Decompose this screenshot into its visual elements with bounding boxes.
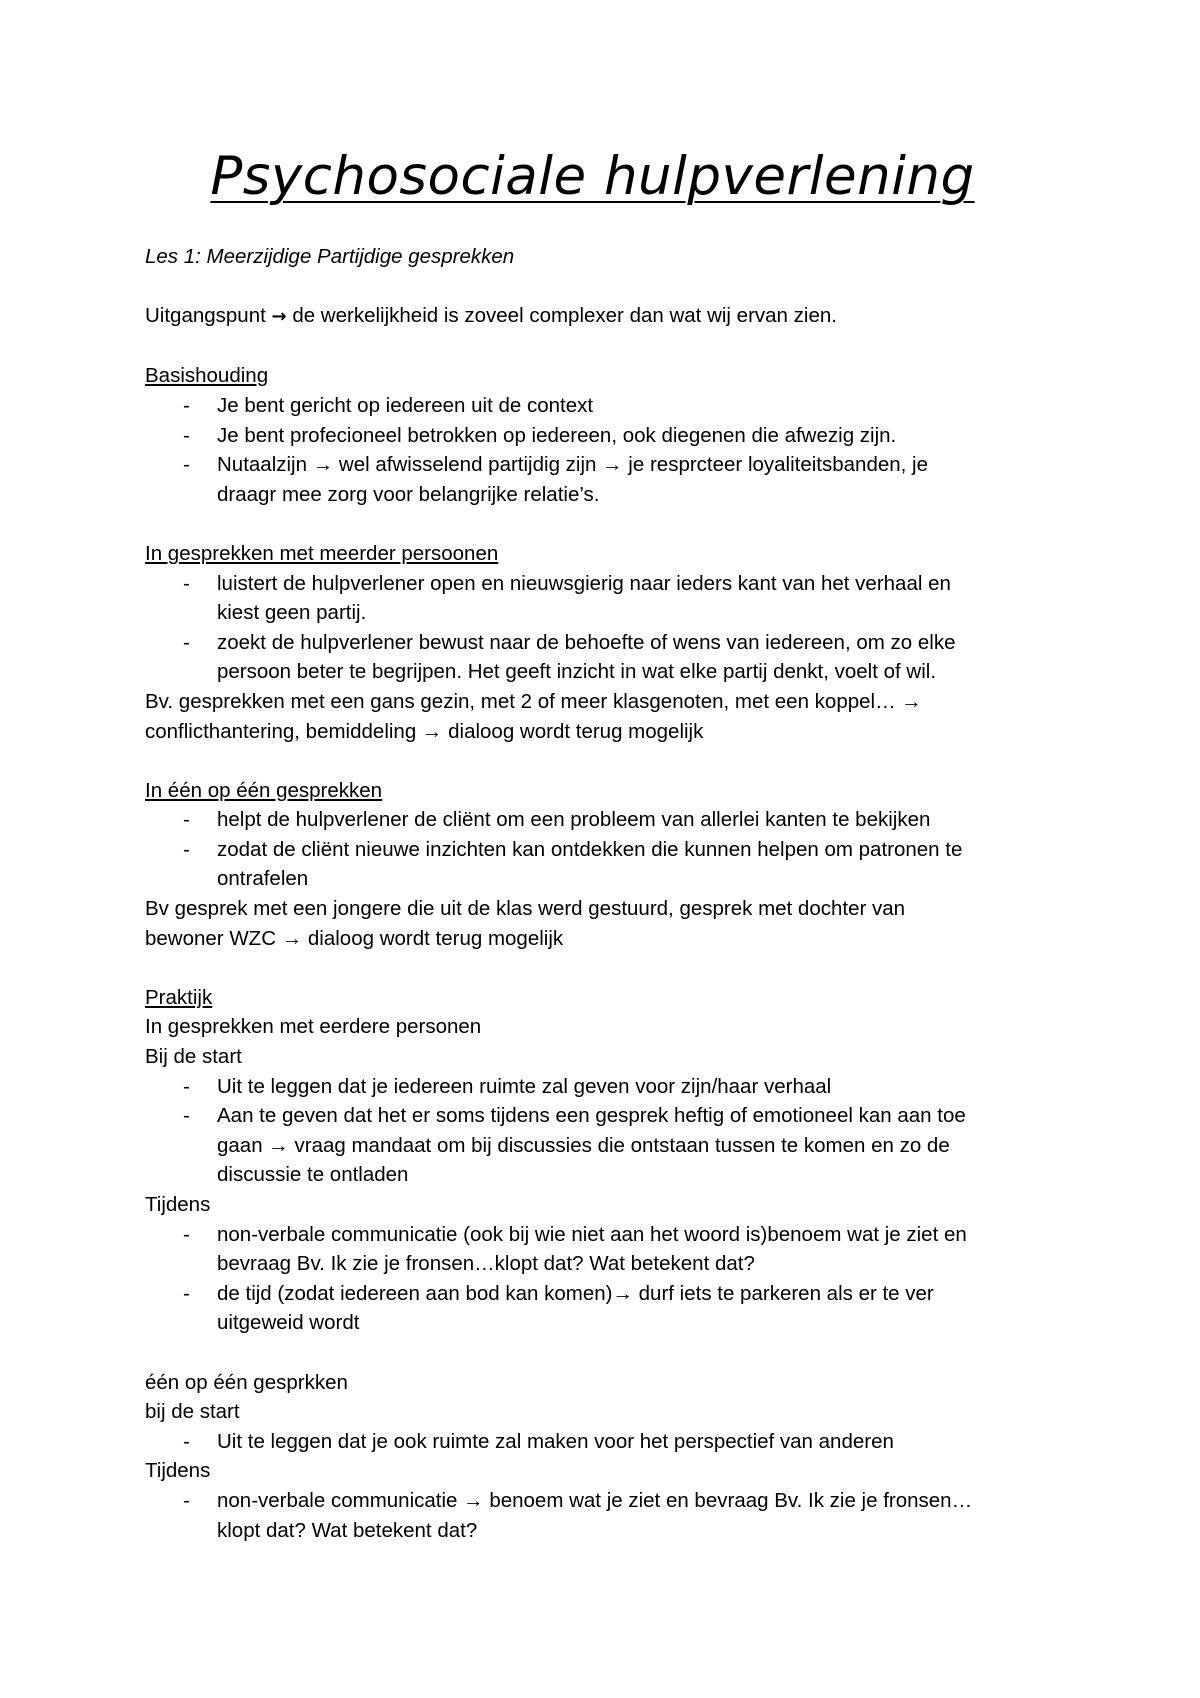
- section-heading-basishouding: Basishouding: [145, 364, 269, 388]
- list-basishouding: [145, 391, 1075, 509]
- bullet-dash-icon: -: [183, 571, 190, 595]
- intro-line: [145, 301, 1075, 332]
- praktijk-during1: Tijdens: [145, 1193, 211, 1216]
- list-item: [145, 1486, 1075, 1545]
- praktijk-start2: bij de start: [145, 1400, 240, 1424]
- list-item: [145, 805, 1075, 835]
- list-item-text: zodat de cliënt nieuwe inzichten kan ontdekken die kunnen helpen om patronen te: [217, 837, 963, 861]
- list-item: [145, 1279, 1075, 1338]
- list-item-text: bevraag Bv. Ik zie je fronsen…klopt dat? Wat betekent dat?: [217, 1252, 755, 1276]
- list-item: [145, 569, 1075, 628]
- bullet-dash-icon: -: [183, 1429, 190, 1453]
- list-item-text: gaan → vraag mandaat om bij discussies die ontstaan tussen te komen en zo de: [217, 1133, 950, 1157]
- list-start1: [145, 1072, 1075, 1190]
- list-item-text: persoon beter te begrijpen. Het geeft inzicht in wat elke partij denkt, voelt of wil.: [217, 660, 937, 684]
- list-item: [145, 835, 1075, 894]
- list-during1: [145, 1220, 1075, 1338]
- intro-lead: Uitgangspunt: [145, 304, 266, 328]
- section-heading-praktijk: Praktijk: [145, 985, 213, 1009]
- arrow-icon: →: [271, 306, 287, 328]
- praktijk-start1: Bij de start: [145, 1045, 242, 1069]
- list-start2: [145, 1427, 1075, 1457]
- list-item-text: Uit te leggen dat je ook ruimte zal maken voor het perspectief van anderen: [217, 1429, 894, 1453]
- list-item-text: Nutaalzijn → wel afwisselend partijdig zijn → je resprcteer loyaliteitsbanden, je: [217, 453, 929, 477]
- example-line: Bv gesprek met een jongere die uit de klas werd gestuurd, gesprek met dochter van: [145, 897, 906, 921]
- praktijk-sub2: één op één gesprkken: [145, 1370, 348, 1394]
- list-item: [145, 1101, 1075, 1190]
- list-item: [145, 391, 1075, 421]
- example-meerdere: [145, 687, 1075, 746]
- list-meerdere: [145, 569, 1075, 687]
- bullet-dash-icon: -: [183, 1074, 190, 1098]
- example-line: Bv. gesprekken met een gans gezin, met 2 of meer klasgenoten, met een koppel… →: [145, 689, 922, 713]
- section-heading-meerdere: In gesprekken met meerder persoonen: [145, 541, 499, 565]
- list-item-text: zoekt de hulpverlener bewust naar de behoefte of wens van iedereen, om zo elke: [217, 630, 956, 654]
- list-item-text: uitgeweid wordt: [217, 1311, 360, 1335]
- praktijk-sub1: In gesprekken met eerdere personen: [145, 1015, 482, 1039]
- bullet-dash-icon: -: [183, 837, 190, 861]
- list-item-text: luistert de hulpverlener open en nieuwsgierig naar ieders kant van het verhaal en: [217, 571, 951, 595]
- list-item-text: ontrafelen: [217, 867, 309, 891]
- list-item-text: helpt de hulpverlener de cliënt om een probleem van allerlei kanten te bekijken: [217, 808, 931, 832]
- bullet-dash-icon: -: [183, 630, 190, 654]
- bullet-dash-icon: -: [183, 393, 190, 417]
- example-line: bewoner WZC → dialoog wordt terug mogelijk: [145, 926, 564, 950]
- example-eenopeen: [145, 894, 1075, 953]
- bullet-dash-icon: -: [183, 1488, 190, 1512]
- list-item-text: kiest geen partij.: [217, 601, 367, 625]
- list-item-text: Uit te leggen dat je iedereen ruimte zal geven voor zijn/haar verhaal: [217, 1074, 832, 1098]
- list-item: [145, 628, 1075, 687]
- document-body: [145, 242, 1075, 1545]
- list-item: [145, 421, 1075, 451]
- list-item-text: klopt dat? Wat betekent dat?: [217, 1518, 478, 1542]
- list-item: [145, 1427, 1075, 1457]
- list-item: [145, 450, 1075, 509]
- list-item-text: Je bent gericht op iedereen uit de context: [217, 393, 594, 417]
- lesson-subtitle: Les 1: Meerzijdige Partijdige gesprekken: [145, 245, 515, 268]
- list-item-text: Je bent profecioneel betrokken op iedereen, ook diegenen die afwezig zijn.: [217, 423, 897, 447]
- bullet-dash-icon: -: [183, 453, 190, 477]
- section-heading-eenopeen: In één op één gesprekken: [145, 778, 383, 802]
- praktijk-during2: Tijdens: [145, 1459, 211, 1483]
- bullet-dash-icon: -: [183, 1222, 190, 1246]
- bullet-dash-icon: -: [183, 1281, 190, 1305]
- list-item: [145, 1220, 1075, 1279]
- list-item-text: Aan te geven dat het er soms tijdens een gesprek heftig of emotioneel kan aan toe: [217, 1104, 966, 1128]
- bullet-dash-icon: -: [183, 808, 190, 832]
- bullet-dash-icon: -: [183, 423, 190, 447]
- list-item-text: non-verbale communicatie → benoem wat je ziet en bevraag Bv. Ik zie je fronsen…: [217, 1488, 973, 1512]
- list-item-text: draagr mee zorg voor belangrijke relatie’s.: [217, 482, 600, 506]
- list-item-text: de tijd (zodat iedereen aan bod kan komen)→ durf iets te parkeren als er te ver: [217, 1281, 934, 1305]
- list-during2: [145, 1486, 1075, 1545]
- bullet-dash-icon: -: [183, 1104, 190, 1128]
- list-item-text: discussie te ontladen: [217, 1163, 409, 1187]
- list-item-text: non-verbale communicatie (ook bij wie niet aan het woord is)benoem wat je ziet en: [217, 1222, 967, 1246]
- document-title: Psychosociale hulpverlening: [210, 146, 975, 207]
- example-line: conflicthantering, bemiddeling → dialoog wordt terug mogelijk: [145, 719, 704, 743]
- list-eenopeen: [145, 805, 1075, 894]
- list-item: [145, 1072, 1075, 1102]
- intro-rest: de werkelijkheid is zoveel complexer dan wat wij ervan zien.: [292, 304, 837, 328]
